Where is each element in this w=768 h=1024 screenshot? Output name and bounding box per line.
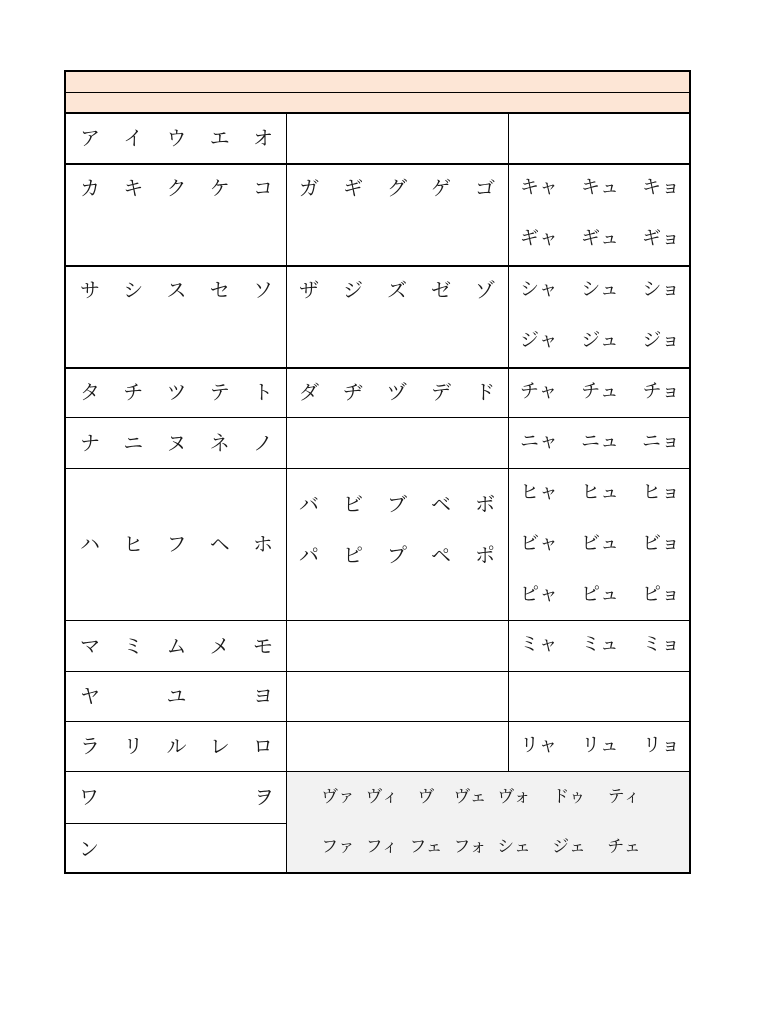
basic-kana: モ bbox=[253, 633, 273, 658]
basic-kana: ツ bbox=[166, 380, 187, 404]
basic-kana: サ bbox=[80, 278, 100, 302]
kana-n: ン bbox=[79, 837, 99, 861]
voiced-kana: ポ bbox=[475, 543, 495, 567]
yoon-kana: チュ bbox=[581, 379, 619, 402]
yoon-kana: ジュ bbox=[581, 328, 619, 351]
voiced-kana: ダ bbox=[299, 380, 319, 404]
yoon-kana: ピュ bbox=[580, 582, 619, 605]
voiced-kana: ズ bbox=[387, 278, 407, 302]
basic-kana: ニ bbox=[123, 430, 144, 455]
yoon-kana: ビャ bbox=[520, 531, 559, 554]
basic-kana: イ bbox=[123, 126, 144, 150]
basic-kana: ハ bbox=[80, 532, 100, 556]
yoon-kana: シュ bbox=[581, 277, 619, 300]
yoon-kana: ヒャ bbox=[520, 480, 559, 503]
yoon-kana: ジャ bbox=[520, 328, 558, 351]
yoon-kana: シャ bbox=[520, 277, 558, 300]
basic-kana: セ bbox=[209, 278, 230, 302]
yoon-kana: ニョ bbox=[641, 429, 680, 452]
ext-kana: ヴ bbox=[417, 786, 435, 807]
yoon-kana: キャ bbox=[520, 175, 559, 198]
yoon-kana: キョ bbox=[641, 175, 680, 198]
ext-kana: ヴィ bbox=[365, 786, 399, 807]
basic-kana: ヨ bbox=[253, 684, 273, 708]
basic-kana: ノ bbox=[253, 430, 273, 455]
voiced-kana: ピ bbox=[343, 543, 363, 567]
basic-kana: フ bbox=[166, 532, 187, 556]
basic-kana: ホ bbox=[253, 532, 273, 556]
voiced-kana: ブ bbox=[387, 492, 407, 516]
voiced-kana: デ bbox=[431, 380, 451, 404]
basic-kana: ミ bbox=[123, 633, 144, 658]
voiced-kana: グ bbox=[387, 176, 407, 200]
basic-kana: リ bbox=[123, 734, 144, 758]
basic-kana: ケ bbox=[209, 176, 230, 200]
basic-kana: ス bbox=[166, 278, 187, 302]
yoon-kana: ニュ bbox=[580, 429, 619, 452]
kana-wa: ワ bbox=[79, 785, 99, 809]
ext-kana: ティ bbox=[607, 786, 641, 807]
ext-kana: シェ bbox=[497, 836, 531, 857]
basic-kana: マ bbox=[80, 633, 100, 658]
table-border bbox=[64, 70, 691, 874]
basic-kana: コ bbox=[253, 176, 273, 200]
basic-kana: ム bbox=[166, 633, 187, 658]
voiced-kana: ド bbox=[475, 380, 495, 404]
yoon-kana: ビョ bbox=[641, 531, 680, 554]
basic-kana: ユ bbox=[166, 684, 187, 708]
voiced-kana: ペ bbox=[431, 543, 451, 567]
voiced-kana: ゴ bbox=[475, 176, 495, 200]
ext-kana: フォ bbox=[453, 836, 487, 857]
basic-kana: ト bbox=[253, 380, 273, 404]
basic-kana: ヒ bbox=[123, 532, 144, 556]
ext-kana: ドゥ bbox=[552, 786, 586, 807]
basic-kana: ル bbox=[166, 734, 187, 758]
yoon-kana: ピャ bbox=[520, 582, 559, 605]
yoon-kana: ミャ bbox=[520, 632, 558, 655]
voiced-kana: ゼ bbox=[431, 278, 451, 302]
basic-kana: ラ bbox=[80, 734, 100, 758]
yoon-kana: ジョ bbox=[642, 328, 680, 351]
yoon-kana: ミョ bbox=[642, 632, 680, 655]
basic-kana: ウ bbox=[166, 126, 187, 150]
yoon-kana: リョ bbox=[642, 733, 680, 756]
basic-kana: レ bbox=[209, 734, 230, 758]
ext-kana: ヴォ bbox=[497, 786, 531, 807]
voiced-kana: ゲ bbox=[431, 176, 451, 200]
voiced-kana: ベ bbox=[431, 492, 451, 516]
yoon-kana: ミュ bbox=[581, 632, 619, 655]
voiced-kana: ガ bbox=[299, 176, 319, 200]
basic-kana: ソ bbox=[253, 278, 273, 302]
yoon-kana: ショ bbox=[642, 277, 680, 300]
ext-kana: ファ bbox=[321, 836, 355, 857]
basic-kana: チ bbox=[123, 380, 144, 404]
yoon-kana: ギャ bbox=[520, 226, 559, 249]
basic-kana: カ bbox=[80, 176, 100, 200]
yoon-kana: ビュ bbox=[580, 531, 619, 554]
basic-kana: ナ bbox=[80, 430, 100, 455]
voiced-kana: プ bbox=[387, 543, 407, 567]
yoon-kana: リュ bbox=[581, 733, 619, 756]
yoon-kana: チョ bbox=[642, 379, 680, 402]
basic-kana: メ bbox=[209, 633, 230, 658]
voiced-kana: ザ bbox=[299, 278, 319, 302]
yoon-kana: ギュ bbox=[580, 226, 619, 249]
basic-kana: ロ bbox=[253, 734, 273, 758]
basic-kana: テ bbox=[209, 380, 230, 404]
ext-kana: ヴェ bbox=[453, 786, 487, 807]
basic-kana: オ bbox=[253, 126, 273, 150]
voiced-kana: パ bbox=[299, 543, 319, 567]
basic-kana: シ bbox=[123, 278, 144, 302]
basic-kana: ネ bbox=[209, 430, 230, 455]
yoon-kana: リャ bbox=[520, 733, 558, 756]
katakana-chart bbox=[64, 70, 691, 874]
basic-kana: ヌ bbox=[166, 430, 187, 455]
basic-kana: タ bbox=[80, 380, 100, 404]
voiced-kana: ヂ bbox=[343, 380, 363, 404]
yoon-kana: ヒョ bbox=[641, 480, 680, 503]
basic-kana: キ bbox=[123, 176, 144, 200]
basic-kana: エ bbox=[209, 126, 230, 150]
yoon-kana: ピョ bbox=[641, 582, 680, 605]
voiced-kana: ギ bbox=[343, 176, 363, 200]
basic-kana: ヤ bbox=[80, 684, 100, 708]
yoon-kana: ギョ bbox=[641, 226, 680, 249]
basic-kana: ア bbox=[80, 126, 100, 150]
voiced-kana: ボ bbox=[475, 492, 495, 516]
voiced-kana: ビ bbox=[343, 492, 363, 516]
yoon-kana: キュ bbox=[580, 175, 619, 198]
yoon-kana: チャ bbox=[520, 379, 558, 402]
ext-kana: ジェ bbox=[552, 836, 586, 857]
basic-kana: ク bbox=[166, 176, 187, 200]
ext-kana: フェ bbox=[409, 836, 443, 857]
ext-kana: チェ bbox=[607, 836, 641, 857]
voiced-kana: ヅ bbox=[387, 380, 407, 404]
voiced-kana: ゾ bbox=[475, 278, 495, 302]
voiced-kana: バ bbox=[299, 492, 319, 516]
kana-wo: ヲ bbox=[254, 785, 274, 809]
voiced-kana: ジ bbox=[343, 278, 363, 302]
ext-kana: ヴァ bbox=[321, 786, 355, 807]
basic-kana: ヘ bbox=[209, 532, 230, 556]
ext-kana: フィ bbox=[365, 836, 399, 857]
yoon-kana: ニャ bbox=[520, 429, 559, 452]
yoon-kana: ヒュ bbox=[580, 480, 619, 503]
